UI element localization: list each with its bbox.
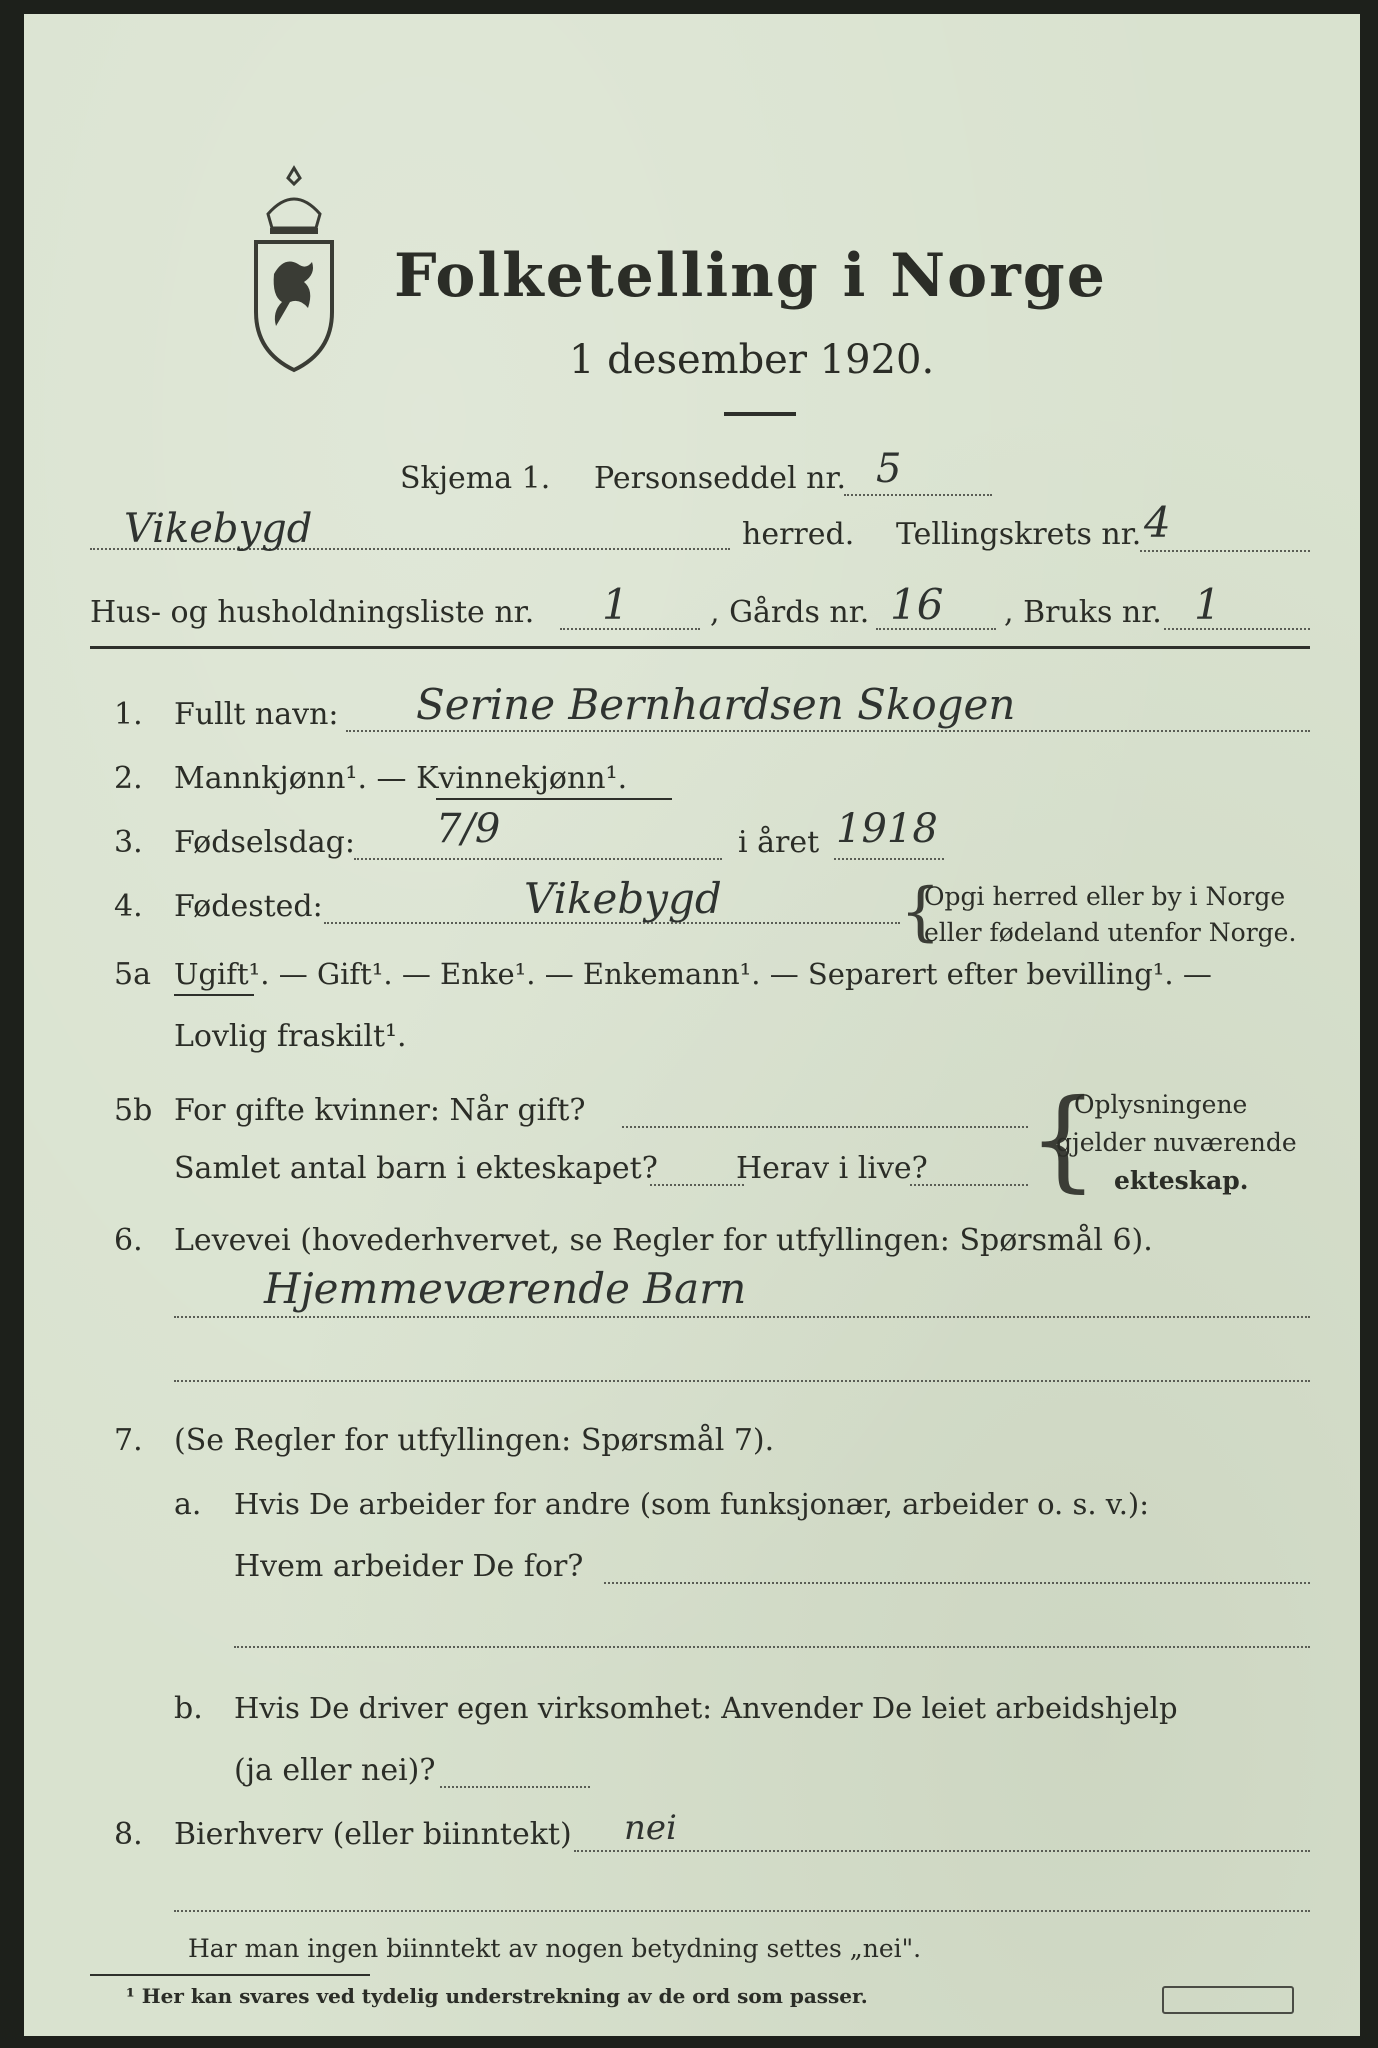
married-when-label: For gifte kvinner: Når gift?	[174, 1093, 586, 1128]
footnote: ¹ Her kan svares ved tydelig understrekning av de ord som passer.	[126, 1984, 868, 2008]
form-title: Folketelling i Norge	[394, 241, 1107, 311]
herred-value[interactable]: Vikebygd	[124, 506, 313, 552]
q4-note-line1: Opgi herred eller by i Norge	[924, 882, 1286, 911]
q1-label: Fullt navn:	[174, 697, 339, 732]
married-when-line	[622, 1126, 1028, 1128]
tellingskrets-value[interactable]: 4	[1144, 498, 1171, 547]
sex-options[interactable]: Mannkjønn¹. — Kvinnekjønn¹.	[174, 761, 628, 796]
q5b-note-line3: ekteskap.	[1114, 1166, 1249, 1195]
herred-label: herred.	[742, 517, 855, 552]
q7a-letter: a.	[174, 1487, 202, 1522]
schema-label: Skjema 1.	[400, 461, 551, 496]
full-name-value[interactable]: Serine Bernhardsen Skogen	[416, 680, 1016, 729]
personseddel-label: Personseddel nr.	[594, 461, 847, 496]
q6-number: 6.	[114, 1223, 143, 1258]
gards-label: , Gårds nr.	[710, 595, 870, 630]
birth-year-value[interactable]: 1918	[836, 806, 938, 852]
q1-number: 1.	[114, 697, 143, 732]
q5b-number: 5b	[114, 1093, 153, 1128]
personseddel-line	[844, 494, 992, 496]
q7a-employer-label: Hvem arbeider De for?	[234, 1549, 584, 1584]
q7b-letter: b.	[174, 1691, 203, 1726]
q7b-line1: Hvis De driver egen virksomhet: Anvender De leiet arbeidshjelp	[234, 1691, 1178, 1725]
birthday-line	[354, 858, 722, 860]
side-income-value[interactable]: nei	[624, 1808, 677, 1848]
birthday-value[interactable]: 7/9	[436, 806, 501, 852]
side-income-line	[574, 1850, 1310, 1852]
q7-number: 7.	[114, 1423, 143, 1458]
gards-value[interactable]: 16	[890, 580, 944, 629]
q5b-brace: {	[1028, 1075, 1098, 1203]
q5a-number: 5a	[114, 957, 151, 992]
header-rule	[90, 646, 1310, 649]
census-date: 1 desember 1920.	[569, 337, 935, 383]
occupation-value[interactable]: Hjemmeværende Barn	[264, 1264, 747, 1313]
title-divider	[724, 412, 796, 416]
q4-note-line2: eller fødeland utenfor Norge.	[924, 918, 1297, 947]
hus-value[interactable]: 1	[602, 580, 629, 629]
q2-number: 2.	[114, 761, 143, 796]
q1-line	[346, 730, 1310, 732]
footnote-rule	[90, 1974, 370, 1976]
footer-note: Har man ingen biinntekt av nogen betydning settes „nei".	[188, 1934, 922, 1963]
marital-underline	[174, 994, 254, 996]
q8-number: 8.	[114, 1817, 143, 1852]
bruks-line	[1164, 628, 1310, 630]
tellingskrets-label: Tellingskrets nr.	[896, 517, 1142, 552]
employer-line-2	[234, 1646, 1310, 1648]
q5b-note-line2: gjelder nuværende	[1056, 1128, 1297, 1157]
year-label: i året	[738, 825, 820, 860]
marital-status-line2[interactable]: Lovlig fraskilt¹.	[174, 1019, 407, 1054]
q7a-line1: Hvis De arbeider for andre (som funksjonær, arbeider o. s. v.):	[234, 1487, 1150, 1521]
q4-label: Fødested:	[174, 889, 323, 924]
children-total-line	[650, 1184, 744, 1186]
coat-of-arms-icon	[246, 164, 342, 374]
q5b-note-line1: Oplysningene	[1074, 1090, 1248, 1119]
printer-stamp-icon	[1162, 1986, 1294, 2014]
q4-brace: {	[900, 875, 941, 949]
q8-label: Bierhverv (eller biinntekt)	[174, 1817, 572, 1852]
hus-line	[560, 628, 700, 630]
employer-line	[604, 1582, 1310, 1584]
sex-underline	[436, 798, 672, 800]
bruks-label: , Bruks nr.	[1004, 595, 1162, 630]
q3-number: 3.	[114, 825, 143, 860]
occupation-line	[174, 1316, 1310, 1318]
q7-label: (Se Regler for utfyllingen: Spørsmål 7).	[174, 1423, 775, 1458]
marital-status-options[interactable]: Ugift¹. — Gift¹. — Enke¹. — Enkemann¹. — Separert efter bevilling¹. —	[174, 957, 1212, 991]
hired-help-line	[440, 1786, 590, 1788]
q6-label: Levevei (hovederhvervet, se Regler for utfyllingen: Spørsmål 6).	[174, 1223, 1153, 1258]
census-form-page	[24, 14, 1360, 2036]
hus-label: Hus- og husholdningsliste nr.	[90, 595, 535, 630]
occupation-line-2	[174, 1380, 1310, 1382]
children-total-label: Samlet antal barn i ekteskapet?	[174, 1151, 658, 1186]
children-alive-label: Herav i live?	[736, 1151, 928, 1186]
q4-number: 4.	[114, 889, 143, 924]
tellingskrets-line	[1140, 550, 1310, 552]
children-alive-line	[910, 1184, 1028, 1186]
side-income-line-2	[174, 1910, 1310, 1912]
birthplace-value[interactable]: Vikebygd	[524, 874, 722, 923]
personseddel-value[interactable]: 5	[876, 446, 902, 492]
q3-label: Fødselsdag:	[174, 825, 355, 860]
q7b-hired-help-label: (ja eller nei)?	[234, 1753, 436, 1788]
year-line	[834, 858, 944, 860]
bruks-value[interactable]: 1	[1194, 580, 1221, 629]
